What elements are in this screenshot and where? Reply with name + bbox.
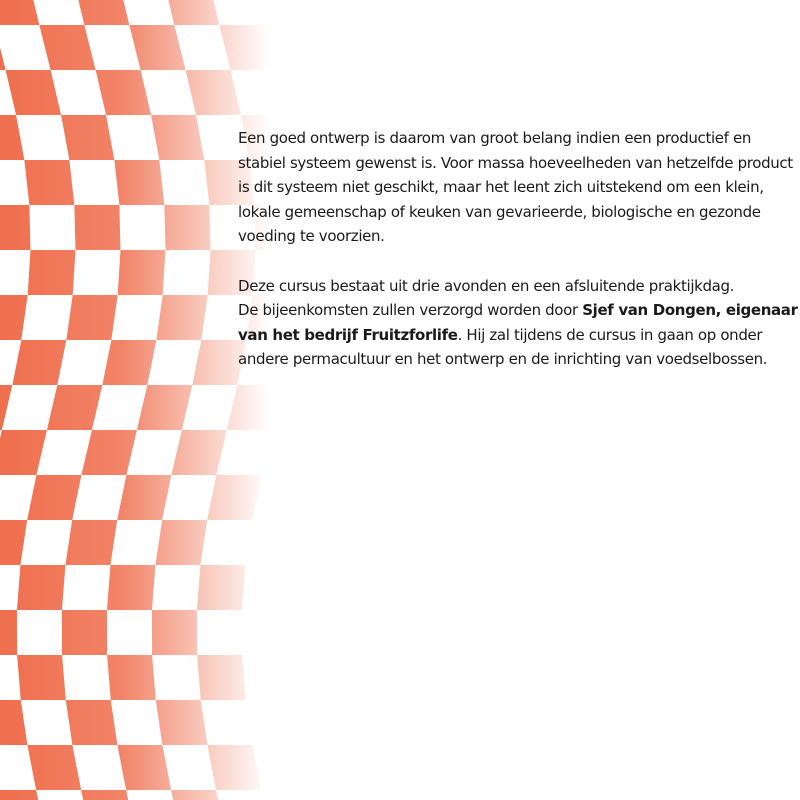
checker-cell	[155, 520, 207, 565]
checker-cell	[107, 565, 155, 610]
checker-cell	[27, 745, 81, 790]
checker-cell	[65, 520, 117, 565]
checker-cell	[17, 655, 66, 700]
checker-cell	[151, 115, 204, 160]
checker-cell	[12, 340, 66, 385]
checker-cell	[81, 430, 136, 475]
checker-cell	[207, 475, 261, 520]
checker-cell	[164, 0, 220, 25]
text-run: De bijeenkomsten zullen verzorgd worden door	[238, 301, 583, 320]
text-line: lokale gemeenschap of keuken van gevarieerde, biologische en gezonde	[238, 202, 761, 221]
checker-cell	[96, 70, 151, 115]
checker-cell	[74, 205, 120, 250]
checker-cell	[152, 610, 197, 655]
checker-cell	[207, 745, 261, 790]
text-line	[238, 323, 778, 348]
checker-cell	[129, 25, 185, 70]
checker-cell	[0, 430, 47, 475]
checker-cell	[81, 790, 136, 800]
checker-cell	[61, 115, 114, 160]
checker-cell	[74, 0, 130, 25]
body-text	[238, 126, 798, 397]
checker-cell	[156, 700, 208, 745]
checker-cell	[39, 25, 95, 70]
checker-cell	[17, 565, 65, 610]
checker-cell	[156, 295, 207, 340]
checker-cell	[0, 610, 17, 655]
checker-cell	[171, 790, 226, 800]
checker-cell	[0, 700, 27, 745]
checker-cell	[186, 70, 241, 115]
checker-cell	[114, 160, 164, 205]
checker-cell	[0, 25, 6, 70]
paragraph-intro	[238, 126, 793, 249]
text-line: Een goed ontwerp is daarom van groot belang indien een productief en	[238, 129, 752, 147]
checker-cell	[197, 565, 245, 610]
checkerboard-wave-pattern	[0, 0, 270, 800]
checker-cell	[164, 205, 210, 250]
text-line: voeding te voorzien.	[238, 227, 385, 246]
paragraph-course	[238, 274, 798, 372]
text-line: is dit systeem niet geschikt, maar het leent zich uitstekend om een klein,	[238, 178, 764, 197]
checker-cell	[102, 340, 156, 385]
checker-cell	[117, 745, 171, 790]
text-line	[238, 298, 798, 323]
text-line: stabiel systeem gewenst is. Voor massa hoeveelheden van hetzelfde product	[238, 153, 793, 172]
checker-cell	[197, 655, 246, 700]
checker-cell	[66, 295, 117, 340]
company-name: van het bedrijf Fruitzforlife	[238, 325, 458, 344]
text-line: Deze cursus bestaat uit drie avonden en een afsluitende praktijkdag.	[238, 276, 735, 295]
checker-cell	[6, 70, 61, 115]
checker-cell	[137, 385, 192, 430]
instructor-name: Sjef van Dongen, eigenaar	[582, 301, 798, 320]
checker-cell	[0, 790, 46, 800]
checker-cell	[118, 250, 166, 295]
checker-cell	[0, 205, 31, 250]
checker-cell	[107, 655, 156, 700]
checker-cell	[66, 700, 118, 745]
checker-cell	[28, 250, 76, 295]
checker-cell	[0, 520, 27, 565]
checker-cell	[0, 295, 28, 340]
checker-cell	[24, 160, 74, 205]
text-run: . Hij zal tijdens de cursus in gaan op onder	[457, 325, 763, 344]
checker-cell	[27, 475, 81, 520]
checker-cell	[47, 385, 102, 430]
checker-cell	[0, 115, 24, 160]
checker-cell	[0, 385, 12, 430]
checker-cell	[117, 475, 171, 520]
checker-cell	[171, 430, 226, 475]
checker-cell	[219, 25, 270, 70]
checker-cell	[62, 610, 107, 655]
checker-cell	[0, 0, 39, 25]
text-line: andere permacultuur en het ontwerp en de inrichting van voedselbossen.	[238, 350, 768, 369]
